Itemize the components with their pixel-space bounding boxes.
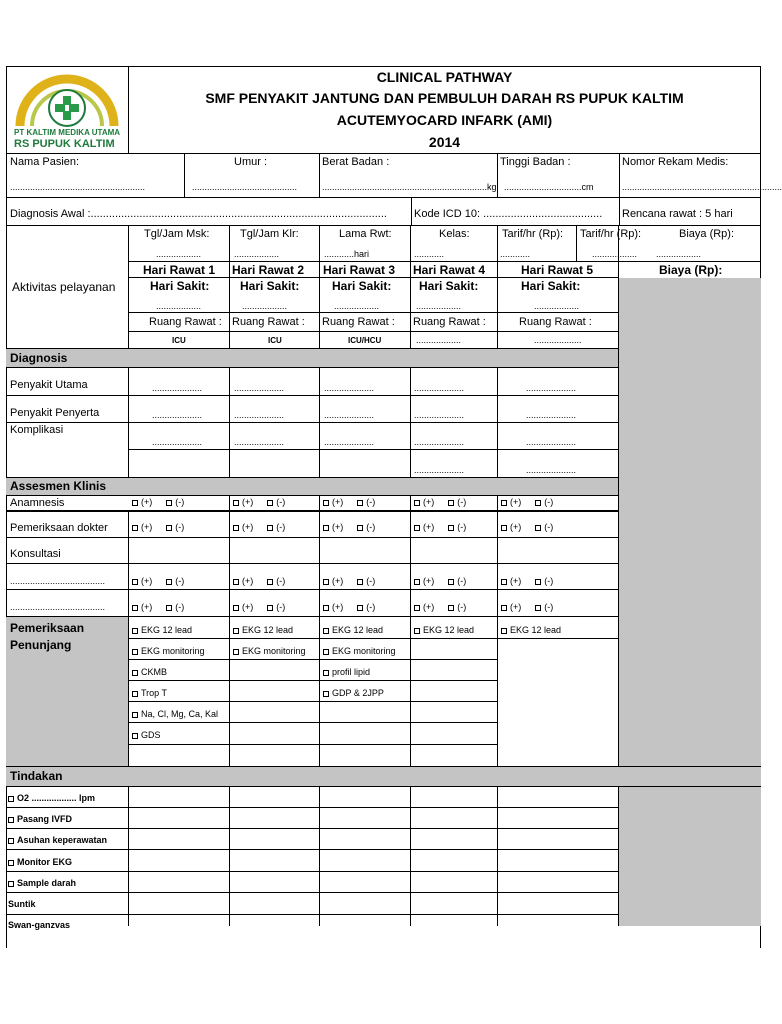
label-ruang-rawat-2: Ruang Rawat : — [232, 316, 305, 328]
checkbox-icon — [501, 525, 507, 531]
checkbox-icon — [132, 649, 138, 655]
header-hari-rawat-3: Hari Rawat 3 — [323, 263, 396, 277]
field-hari-sakit-2[interactable]: .................. — [242, 301, 288, 311]
section-bar-diagnosis — [6, 349, 618, 367]
section-diagnosis: Diagnosis — [10, 351, 68, 365]
checkbox-icon — [233, 500, 239, 506]
logo-text-company: PT KALTIM MEDIKA UTAMA — [14, 128, 121, 137]
section-tindakan: Tindakan — [10, 769, 63, 783]
field-hari-sakit-5[interactable]: .................. — [534, 301, 580, 311]
field-nama-pasien[interactable]: ...................................................... — [10, 182, 146, 192]
checkbox-icon — [132, 712, 138, 718]
label-hari-sakit-2: Hari Sakit: — [240, 279, 300, 293]
field-hari-sakit-4[interactable]: .................. — [416, 301, 462, 311]
field-konsultasi-1[interactable]: ...................................... — [10, 576, 106, 586]
checkbox-icon — [8, 860, 14, 866]
option-konsultasi-b-day4[interactable]: (+) (-) — [414, 603, 466, 612]
label-biaya: Biaya (Rp): — [679, 228, 735, 240]
field-kelas[interactable]: ............ — [414, 249, 445, 259]
checkbox-icon — [448, 605, 454, 611]
option-konsultasi-b-day2[interactable]: (+) (-) — [233, 603, 285, 612]
option-ekg12-2[interactable]: EKG 12 lead — [233, 626, 293, 635]
option-asuhan-keperawatan[interactable]: Asuhan keperawatan — [8, 836, 107, 845]
checkbox-icon — [166, 579, 172, 585]
field-utama-4[interactable]: .................... — [414, 383, 465, 393]
label-tgl-masuk: Tgl/Jam Msk: — [144, 228, 210, 240]
label-tarif-2: Tarif/hr (Rp): — [580, 228, 642, 240]
checkbox-icon — [267, 500, 273, 506]
field-hari-sakit-1[interactable]: .................. — [156, 301, 202, 311]
field-konsultasi-2[interactable]: ...................................... — [10, 602, 106, 612]
field-lama-rawat[interactable]: ............hari — [324, 249, 370, 259]
section-bar-tindakan — [6, 766, 761, 786]
checkbox-icon — [535, 605, 541, 611]
option-sample-darah[interactable]: Sample darah — [8, 879, 76, 888]
gray-biaya-column-1 — [618, 348, 761, 766]
option-ekgmon-1[interactable]: EKG monitoring — [132, 647, 205, 656]
field-tgl-masuk[interactable]: .................. — [156, 249, 202, 259]
option-pemeriksaan-day2[interactable]: (+) (-) — [233, 523, 285, 532]
checkbox-icon — [166, 525, 172, 531]
field-umur[interactable]: .......................................... — [192, 182, 298, 192]
gray-fill — [618, 278, 761, 350]
option-anamnesis-day5[interactable]: (+) (-) — [501, 498, 553, 507]
checkbox-icon — [233, 649, 239, 655]
label-tgl-keluar: Tgl/Jam Klr: — [240, 228, 299, 240]
checkbox-icon — [535, 500, 541, 506]
field-penyerta-2[interactable]: .................... — [234, 410, 285, 420]
field-komplikasi-5b[interactable]: .................... — [526, 465, 577, 475]
label-pemeriksaan-dokter: Pemeriksaan dokter — [10, 522, 108, 534]
field-komplikasi-5[interactable]: .................... — [526, 437, 577, 447]
gray-biaya-column-2 — [618, 786, 761, 926]
title-year: 2014 — [428, 134, 461, 150]
option-gds[interactable]: GDS — [132, 731, 161, 740]
field-penyerta-5[interactable]: .................... — [526, 410, 577, 420]
field-diagnosis-awal[interactable]: Diagnosis Awal :................................................................................................. — [10, 208, 387, 220]
option-ckmb[interactable]: CKMB — [132, 668, 167, 677]
logo-emblem-icon — [12, 72, 122, 128]
checkbox-icon — [233, 605, 239, 611]
label-next-row: Swan-ganzvas — [8, 920, 71, 930]
header-biaya-rp: Biaya (Rp): — [659, 263, 723, 277]
checkbox-icon — [357, 605, 363, 611]
value-ruang-rawat-4[interactable]: .................. — [416, 335, 462, 345]
checkbox-icon — [166, 500, 172, 506]
section-asesmen-klinis: Assesmen Klinis — [10, 479, 107, 493]
field-biaya[interactable]: .................. — [656, 249, 702, 259]
label-berat-badan: Berat Badan : — [322, 156, 390, 168]
field-utama-5[interactable]: .................... — [526, 383, 577, 393]
label-hari-sakit-4: Hari Sakit: — [419, 279, 479, 293]
label-rencana-rawat: Rencana rawat : 5 hari — [622, 208, 733, 220]
checkbox-icon — [323, 605, 329, 611]
label-hari-sakit-1: Hari Sakit: — [150, 279, 210, 293]
field-komplikasi-2[interactable]: .................... — [234, 437, 285, 447]
checkbox-icon — [501, 628, 507, 634]
checkbox-icon — [357, 525, 363, 531]
label-umur: Umur : — [234, 156, 267, 168]
field-utama-2[interactable]: .................... — [234, 383, 285, 393]
penunjang-title: Pemeriksaan Penunjang — [10, 621, 85, 652]
checkbox-icon — [323, 649, 329, 655]
option-pemeriksaan-day1[interactable]: (+) (-) — [132, 523, 184, 532]
label-hari-sakit-5: Hari Sakit: — [521, 279, 581, 293]
field-berat-badan[interactable]: ..................................................................kg — [322, 182, 497, 192]
option-konsultasi-a-day4[interactable]: (+) (-) — [414, 577, 466, 586]
label-penyakit-penyerta: Penyakit Penyerta — [10, 407, 100, 419]
checkbox-icon — [414, 579, 420, 585]
hospital-logo — [12, 72, 122, 150]
value-ruang-rawat-2: ICU — [268, 336, 282, 345]
checkbox-icon — [132, 733, 138, 739]
option-konsultasi-a-day3[interactable]: (+) (-) — [323, 577, 375, 586]
value-ruang-rawat-3: ICU/HCU — [348, 336, 382, 345]
option-pemeriksaan-day4[interactable]: (+) (-) — [414, 523, 466, 532]
checkbox-icon — [414, 628, 420, 634]
checkbox-icon — [323, 670, 329, 676]
value-ruang-rawat-5[interactable]: ................... — [534, 335, 582, 345]
label-hari-sakit-3: Hari Sakit: — [332, 279, 392, 293]
checkbox-icon — [132, 670, 138, 676]
option-ekg12-4[interactable]: EKG 12 lead — [414, 626, 474, 635]
checkbox-icon — [132, 605, 138, 611]
option-trop-t[interactable]: Trop T — [132, 689, 167, 698]
title-smf: SMF PENYAKIT JANTUNG DAN PEMBULUH DARAH RS PUPUK KALTIM — [205, 90, 684, 106]
clinical-pathway-form — [6, 66, 782, 930]
checkbox-icon — [132, 628, 138, 634]
option-anamnesis-day4[interactable]: (+) (-) — [414, 498, 466, 507]
header-hari-rawat-5: Hari Rawat 5 — [521, 263, 594, 277]
option-gdp-2jpp[interactable]: GDP & 2JPP — [323, 689, 384, 698]
checkbox-icon — [267, 605, 273, 611]
label-tinggi-badan: Tinggi Badan : — [500, 156, 571, 168]
label-ruang-rawat-3: Ruang Rawat : — [322, 316, 395, 328]
option-anamnesis-day1[interactable]: (+) (-) — [132, 498, 184, 507]
option-pasang-ivfd[interactable]: Pasang IVFD — [8, 815, 72, 824]
title-clinical-pathway: CLINICAL PATHWAY — [376, 69, 513, 85]
field-komplikasi-3[interactable]: .................... — [324, 437, 375, 447]
checkbox-icon — [323, 500, 329, 506]
option-ekgmon-2[interactable]: EKG monitoring — [233, 647, 306, 656]
checkbox-icon — [132, 691, 138, 697]
option-monitor-ekg[interactable]: Monitor EKG — [8, 858, 72, 867]
option-pemeriksaan-day5[interactable]: (+) (-) — [501, 523, 553, 532]
checkbox-icon — [267, 579, 273, 585]
checkbox-icon — [535, 579, 541, 585]
checkbox-icon — [233, 628, 239, 634]
checkbox-icon — [535, 525, 541, 531]
checkbox-icon — [323, 628, 329, 634]
option-ekgmon-3[interactable]: EKG monitoring — [323, 647, 396, 656]
checkbox-icon — [132, 525, 138, 531]
field-tarif-2[interactable]: .................. — [592, 249, 638, 259]
option-pemeriksaan-day3[interactable]: (+) (-) — [323, 523, 375, 532]
value-ruang-rawat-1: ICU — [172, 336, 186, 345]
label-ruang-rawat-1: Ruang Rawat : — [149, 316, 222, 328]
field-utama-1[interactable]: .................... — [152, 383, 203, 393]
checkbox-icon — [448, 579, 454, 585]
option-ekg12-3[interactable]: EKG 12 lead — [323, 626, 383, 635]
checkbox-icon — [448, 525, 454, 531]
field-hari-sakit-3[interactable]: .................. — [334, 301, 380, 311]
field-komplikasi-4[interactable]: .................... — [414, 437, 465, 447]
field-tarif-1[interactable]: ............ — [500, 249, 531, 259]
label-nama-pasien: Nama Pasien: — [10, 156, 80, 168]
label-lama-rawat: Lama Rwt: — [339, 228, 392, 240]
field-tinggi-badan[interactable]: ...............................cm — [504, 182, 594, 192]
title-ami: ACUTEMYOCARD INFARK (AMI) — [336, 112, 553, 128]
option-ekg12-1[interactable]: EKG 12 lead — [132, 626, 192, 635]
field-penyerta-4[interactable]: .................... — [414, 410, 465, 420]
checkbox-icon — [323, 525, 329, 531]
label-kelas: Kelas: — [439, 228, 470, 240]
label-penyakit-utama: Penyakit Utama — [10, 379, 88, 391]
field-komplikasi-1[interactable]: .................... — [152, 437, 203, 447]
field-utama-3[interactable]: .................... — [324, 383, 375, 393]
option-anamnesis-day3[interactable]: (+) (-) — [323, 498, 375, 507]
option-anamnesis-day2[interactable]: (+) (-) — [233, 498, 285, 507]
checkbox-icon — [8, 881, 14, 887]
checkbox-icon — [414, 605, 420, 611]
logo-text-hospital: RS PUPUK KALTIM — [14, 138, 115, 150]
checkbox-icon — [323, 691, 329, 697]
label-rekam-medis: Nomor Rekam Medis: — [622, 156, 729, 168]
option-o2[interactable]: O2 .................. lpm — [8, 794, 95, 803]
option-konsultasi-a-day5[interactable]: (+) (-) — [501, 577, 553, 586]
field-kode-icd[interactable]: Kode ICD 10: ....................................... — [414, 208, 603, 220]
checkbox-icon — [501, 605, 507, 611]
field-penyerta-1[interactable]: .................... — [152, 410, 203, 420]
checkbox-icon — [8, 838, 14, 844]
option-konsultasi-a-day1[interactable]: (+) (-) — [132, 577, 184, 586]
option-konsultasi-b-day5[interactable]: (+) (-) — [501, 603, 553, 612]
label-anamnesis: Anamnesis — [10, 497, 65, 509]
label-konsultasi: Konsultasi — [10, 548, 61, 560]
option-elektrolit[interactable]: Na, Cl, Mg, Ca, Kal — [132, 710, 218, 719]
header-hari-rawat-4: Hari Rawat 4 — [413, 263, 486, 277]
checkbox-icon — [501, 500, 507, 506]
option-profil-lipid[interactable]: profil lipid — [323, 668, 370, 677]
checkbox-icon — [132, 500, 138, 506]
option-konsultasi-b-day3[interactable]: (+) (-) — [323, 603, 375, 612]
label-tarif-1: Tarif/hr (Rp): — [502, 228, 564, 240]
checkbox-icon — [233, 579, 239, 585]
checkbox-icon — [166, 605, 172, 611]
header-hari-rawat-1: Hari Rawat 1 — [143, 263, 216, 277]
checkbox-icon — [8, 817, 14, 823]
label-ruang-rawat-5: Ruang Rawat : — [519, 316, 592, 328]
checkbox-icon — [414, 525, 420, 531]
label-aktivitas-pelayanan: Aktivitas pelayanan — [12, 280, 116, 294]
option-ekg12-5[interactable]: EKG 12 lead — [501, 626, 561, 635]
checkbox-icon — [357, 579, 363, 585]
checkbox-icon — [357, 500, 363, 506]
checkbox-icon — [501, 579, 507, 585]
field-komplikasi-4b[interactable]: .................... — [414, 465, 465, 475]
checkbox-icon — [448, 500, 454, 506]
field-penyerta-3[interactable]: .................... — [324, 410, 375, 420]
option-konsultasi-a-day2[interactable]: (+) (-) — [233, 577, 285, 586]
checkbox-icon — [267, 525, 273, 531]
checkbox-icon — [323, 579, 329, 585]
checkbox-icon — [8, 796, 14, 802]
section-pemeriksaan-penunjang — [10, 620, 110, 654]
field-rekam-medis[interactable]: ................................................................ — [622, 182, 782, 192]
option-konsultasi-b-day1[interactable]: (+) (-) — [132, 603, 184, 612]
label-ruang-rawat-4: Ruang Rawat : — [413, 316, 486, 328]
checkbox-icon — [132, 579, 138, 585]
checkbox-icon — [414, 500, 420, 506]
field-tgl-keluar[interactable]: .................. — [234, 249, 280, 259]
label-suntik: Suntik — [8, 899, 36, 909]
label-komplikasi: Komplikasi — [10, 424, 64, 436]
checkbox-icon — [233, 525, 239, 531]
header-hari-rawat-2: Hari Rawat 2 — [232, 263, 305, 277]
